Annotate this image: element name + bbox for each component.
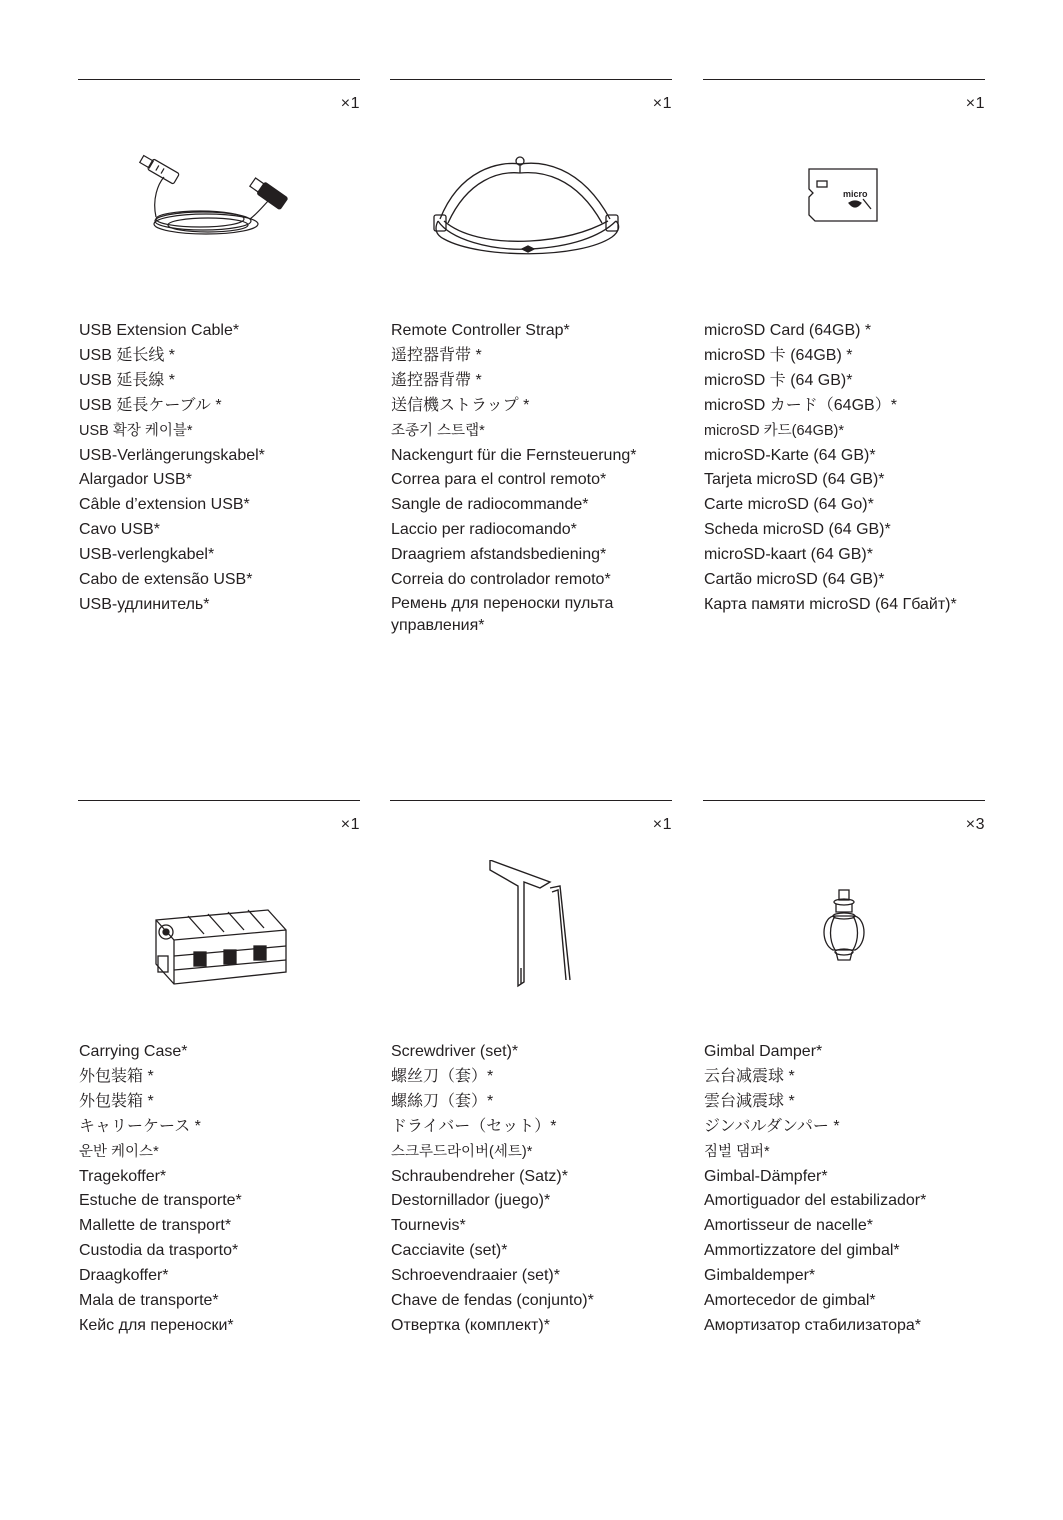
- divider: [78, 800, 360, 801]
- quantity: ×1: [340, 816, 360, 833]
- name-line: 遥控器背带 *: [391, 346, 482, 364]
- quantity: ×1: [652, 816, 672, 833]
- name-line: Custodia da trasporto*: [79, 1242, 239, 1260]
- name-line: Scheda microSD (64 GB)*: [704, 521, 891, 539]
- name-line: Amortecedor de gimbal*: [704, 1292, 876, 1310]
- name-line: microSD-Karte (64 GB)*: [704, 446, 876, 464]
- name-line: USB 延長ケーブル *: [79, 396, 222, 414]
- svg-text:micro: micro: [843, 189, 868, 199]
- name-line: Alargador USB*: [79, 471, 192, 489]
- name-line: Gimbal Damper*: [704, 1043, 823, 1060]
- usb-extension-cable-icon: [78, 139, 360, 329]
- name-line: 送信機ストラップ *: [391, 396, 530, 414]
- item-gimbal-damper: [703, 800, 985, 1334]
- name-line: 螺丝刀（套）*: [391, 1067, 494, 1085]
- name-line: 운반 케이스*: [79, 1143, 159, 1160]
- name-line: Амортизатор стабилизатора*: [704, 1316, 922, 1334]
- name-line: Correa para el control remoto*: [391, 471, 607, 489]
- name-line: Tarjeta microSD (64 GB)*: [704, 471, 885, 489]
- name-line: Amortisseur de nacelle*: [704, 1217, 873, 1235]
- microsd-card-icon: [703, 139, 985, 329]
- name-line: Amortiguador del estabilizador*: [704, 1192, 927, 1210]
- name-line: Screwdriver (set)*: [391, 1043, 519, 1060]
- name-line: Gimbal-Dämpfer*: [704, 1167, 828, 1185]
- name-line: 螺絲刀（套）*: [391, 1092, 494, 1110]
- name-line: Schraubendreher (Satz)*: [391, 1167, 568, 1185]
- name-line: USB 확장 케이블*: [79, 422, 193, 439]
- name-line: 外包装箱 *: [79, 1067, 154, 1085]
- name-line: Cacciavite (set)*: [391, 1242, 508, 1260]
- name-line: USB-Verlängerungskabel*: [79, 446, 265, 464]
- name-line: Карта памяти microSD (64 Гбайт)*: [704, 595, 957, 613]
- name-line: 外包裝箱 *: [79, 1092, 154, 1110]
- quantity: ×3: [965, 816, 985, 833]
- localized-names: [704, 319, 986, 618]
- name-line: Carte microSD (64 Go)*: [704, 496, 874, 514]
- name-line: Schroevendraaier (set)*: [391, 1267, 560, 1285]
- name-line: Remote Controller Strap*: [391, 322, 570, 339]
- name-line: 짐벌 댐퍼*: [704, 1143, 770, 1160]
- name-line: ジンバルダンパー *: [704, 1117, 840, 1135]
- name-line: Nackengurt für die Fernsteuerung*: [391, 446, 637, 464]
- name-line: Gimbaldemper*: [704, 1267, 816, 1285]
- name-line: Cabo de extensão USB*: [79, 571, 253, 589]
- item-screwdriver-set: [390, 800, 672, 1334]
- item-remote-controller-strap: [390, 79, 672, 634]
- name-line: 雲台減震球 *: [704, 1092, 795, 1110]
- name-line: Ремень для переноски пульта управления*: [391, 594, 614, 634]
- screwdriver-set-icon: [390, 860, 672, 1050]
- name-line: Ammortizzatore del gimbal*: [704, 1242, 900, 1260]
- name-line: USB 延长线 *: [79, 346, 176, 364]
- item-carrying-case: [78, 800, 360, 1334]
- name-line: Mala de transporte*: [79, 1292, 219, 1310]
- name-line: Cavo USB*: [79, 521, 160, 539]
- name-line: Tragekoffer*: [79, 1167, 167, 1185]
- divider: [703, 800, 985, 801]
- name-line: 조종기 스트랩*: [391, 422, 485, 439]
- name-line: microSD 卡 (64 GB)*: [704, 371, 853, 389]
- name-line: Кейс для переноски*: [79, 1316, 234, 1334]
- name-line: Отвертка (комплект)*: [391, 1316, 550, 1334]
- quantity: ×1: [340, 95, 360, 112]
- name-line: Carrying Case*: [79, 1043, 188, 1060]
- name-line: microSD 카드(64GB)*: [704, 422, 845, 439]
- name-line: microSD カード（64GB）*: [704, 396, 897, 414]
- name-line: キャリーケース *: [79, 1117, 201, 1135]
- gimbal-damper-icon: [703, 860, 985, 1050]
- name-line: USB Extension Cable*: [79, 322, 240, 339]
- divider: [78, 79, 360, 80]
- divider: [703, 79, 985, 80]
- item-usb-extension-cable: [78, 79, 360, 613]
- name-line: Tournevis*: [391, 1217, 466, 1235]
- name-line: microSD 卡 (64GB) *: [704, 346, 853, 364]
- name-line: Cartão microSD (64 GB)*: [704, 571, 885, 589]
- quantity: ×1: [652, 95, 672, 112]
- name-line: USB 延長線 *: [79, 371, 176, 389]
- name-line: Sangle de radiocommande*: [391, 496, 589, 514]
- localized-names: [704, 1040, 986, 1339]
- controller-strap-icon: [390, 139, 672, 329]
- name-line: 云台减震球 *: [704, 1067, 795, 1085]
- divider: [390, 800, 672, 801]
- item-microsd-card: [703, 79, 985, 613]
- name-line: Mallette de transport*: [79, 1217, 232, 1235]
- name-line: ドライバー（セット）*: [391, 1117, 557, 1135]
- localized-names: [79, 319, 361, 618]
- name-line: Câble d’extension USB*: [79, 496, 250, 514]
- name-line: 遙控器背帶 *: [391, 371, 482, 389]
- name-line: microSD Card (64GB) *: [704, 322, 872, 339]
- carrying-case-icon: [78, 860, 360, 1050]
- name-line: Draagriem afstandsbediening*: [391, 546, 607, 564]
- name-line: 스크루드라이버(세트)*: [391, 1143, 533, 1160]
- quantity: ×1: [965, 95, 985, 112]
- localized-names: [391, 319, 673, 637]
- name-line: Estuche de transporte*: [79, 1192, 242, 1210]
- divider: [390, 79, 672, 80]
- name-line: microSD-kaart (64 GB)*: [704, 546, 873, 564]
- name-line: Correia do controlador remoto*: [391, 571, 611, 589]
- name-line: USB-verlengkabel*: [79, 546, 215, 564]
- name-line: Draagkoffer*: [79, 1267, 169, 1285]
- name-line: Destornillador (juego)*: [391, 1192, 551, 1210]
- name-line: USB-удлинитель*: [79, 595, 210, 613]
- localized-names: [391, 1040, 673, 1339]
- name-line: Chave de fendas (conjunto)*: [391, 1292, 594, 1310]
- name-line: Laccio per radiocomando*: [391, 521, 577, 539]
- localized-names: [79, 1040, 361, 1339]
